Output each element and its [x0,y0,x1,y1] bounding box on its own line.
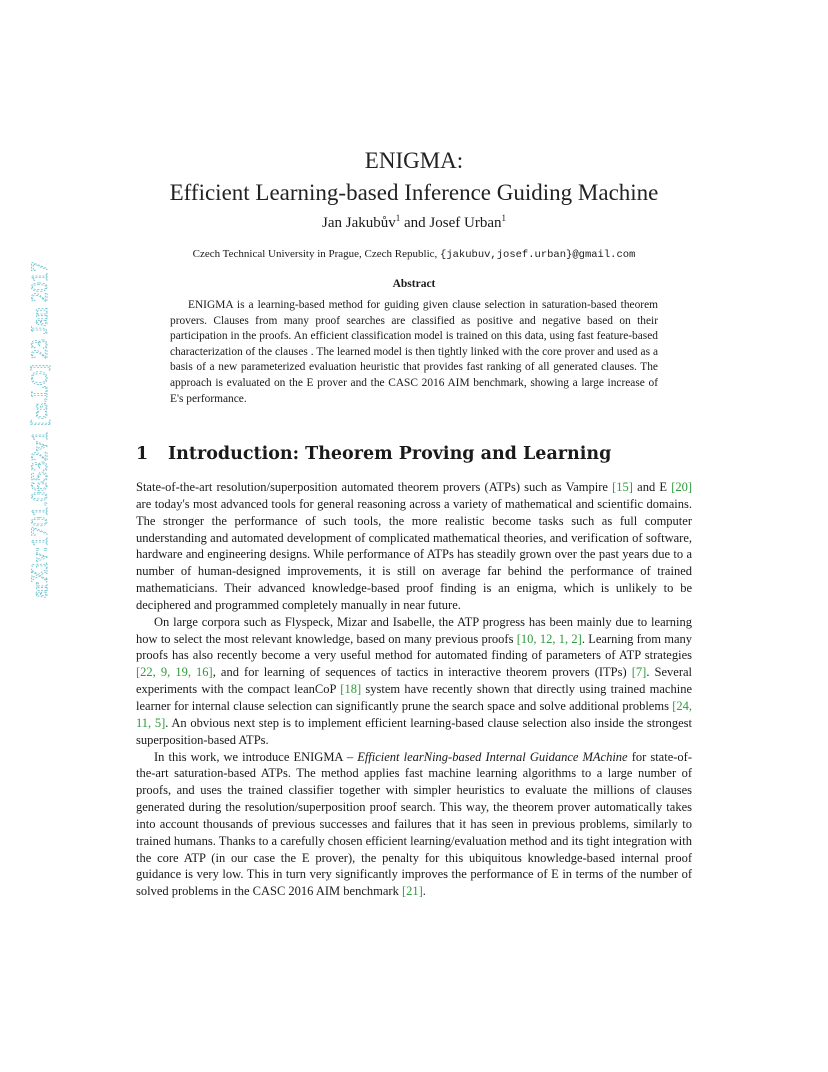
arxiv-stamp [18,260,58,600]
paragraph-text: State-of-the-art resolution/superposition automated theorem provers (ATPs) such as Vampire [136,480,613,494]
paragraph-text: and E [632,480,672,494]
author-2: Josef Urban [429,215,502,231]
body-paragraph [136,479,692,614]
paragraph-text: . [422,884,426,899]
section-heading [136,444,611,464]
body-paragraph [136,749,692,901]
body-paragraph [136,614,692,749]
citation-link[interactable]: [24, 11, 5] [136,698,692,730]
paragraph-text: for state-of-the-art saturation-based ATPs. The method applies fast machine learning algorithms to a large number of proofs, and uses the trained classifier together with simpler heuristics to evaluate the millions of clauses generated during the resolution/superposition proof search. This way, the theorem prover automatically takes into account thousands of previous successes and failures that it has seen in previous problems, similarly to trained humans. Thanks to a carefully chosen efficient learning/evaluation method and its tight integration with the core ATP (in our case the E prover), the penalty for this ubiquitous knowledge-based internal proof guidance is very low. This in turn very significantly improves the performance of E in terms of the number of solved problems in the CASC 2016 AIM benchmark [136,749,692,899]
arxiv-stamp-graphic [18,260,58,600]
paragraph-text: system have recently shown that directly using trained machine learner for internal clause selection can significantly prune the search space and solve additional problems [136,682,692,713]
citation-link[interactable]: [21] [401,884,423,899]
paragraph-text: , and for learning of sequences of tactics in interactive theorem provers (ITPs) [212,665,632,680]
author-emails: {jakubuv,josef.urban}@gmail.com [440,249,636,261]
citation-link[interactable]: [7] [631,665,647,680]
paragraph-text: On large corpora such as Flyspeck, Mizar and Isabelle, the ATP progress has been mainly due to learning how to select the most relevant knowledge, based on many previous proofs [136,614,692,646]
paragraph-text: . Learning from many proofs has also recently become a very useful method for automated finding of parameters of ATP strategies [136,631,692,663]
title-line-2: Efficient Learning-based Inference Guiding Machine [169,180,659,205]
citation-link[interactable]: [15] [612,480,633,494]
author-1-affiliation-mark: 1 [395,213,401,223]
arxiv-identifier: arXiv:1701.06532v1 [cs.LO] 23 Jan 2017 [27,260,53,598]
paragraph-text: . Several experiments with the compact leanCoP [136,665,693,697]
abstract-heading: Abstract [392,278,436,290]
citation-link[interactable]: [18] [340,682,362,697]
affiliation-text: Czech Technical University in Prague, Czech Republic, [192,248,438,260]
author-1: Jan Jakubův [322,215,396,231]
section-body [136,479,692,900]
emphasized-text: Efficient learNing-based Internal Guidance MAchine [357,749,628,764]
paper-title [0,145,828,209]
section-number: 1 [136,444,149,464]
paragraph-text: In this work, we introduce ENIGMA – [154,749,358,764]
paragraph-text: are today's most advanced tools for general reasoning across a variety of mathematical and scientific domains. The stronger the performance of such tools, the more realistic become tasks such as full computer understanding and automated development of complicated mathematical theories, and verification of software, hardware and engineering designs. While performance of ATPs has steadily grown over the past years due to a number of human-designed improvements, it is still on average far behind the performance of trained mathematicians. Their advanced knowledge-based proof finding is an enigma, which is unlikely to be deciphered and programmed completely manually in near future. [136,496,692,612]
citation-link[interactable]: [20] [671,480,693,494]
paragraph-text: . An obvious next step is to implement efficient learning-based clause selection also inside the strongest superposition-based ATPs. [136,715,693,747]
author-list [0,213,828,232]
citation-link[interactable]: [10, 12, 1, 2] [516,631,582,646]
citation-link[interactable]: [22, 9, 19, 16] [136,665,213,680]
abstract-text: ENIGMA is a learning-based method for guiding given clause selection in saturation-based theorem provers. Clauses from many proof searches are classified as positive and negative based on their participation in the proofs. An efficient classification model is trained on this data, using fast feature-based characterization of the clauses . The learned model is then tightly linked with the core prover and used as a basis of a new parameterized evaluation heuristic that provides fast ranking of all generated clauses. The approach is evaluated on the E prover and the CASC 2016 AIM benchmark, showing a large increase of E's performance. [170,299,658,405]
affiliation [0,248,828,261]
title-line-1: ENIGMA: [364,148,464,173]
author-conjunction: and [404,215,426,231]
author-2-affiliation-mark: 1 [501,213,506,223]
section-title: Introduction: Theorem Proving and Learning [168,444,612,464]
